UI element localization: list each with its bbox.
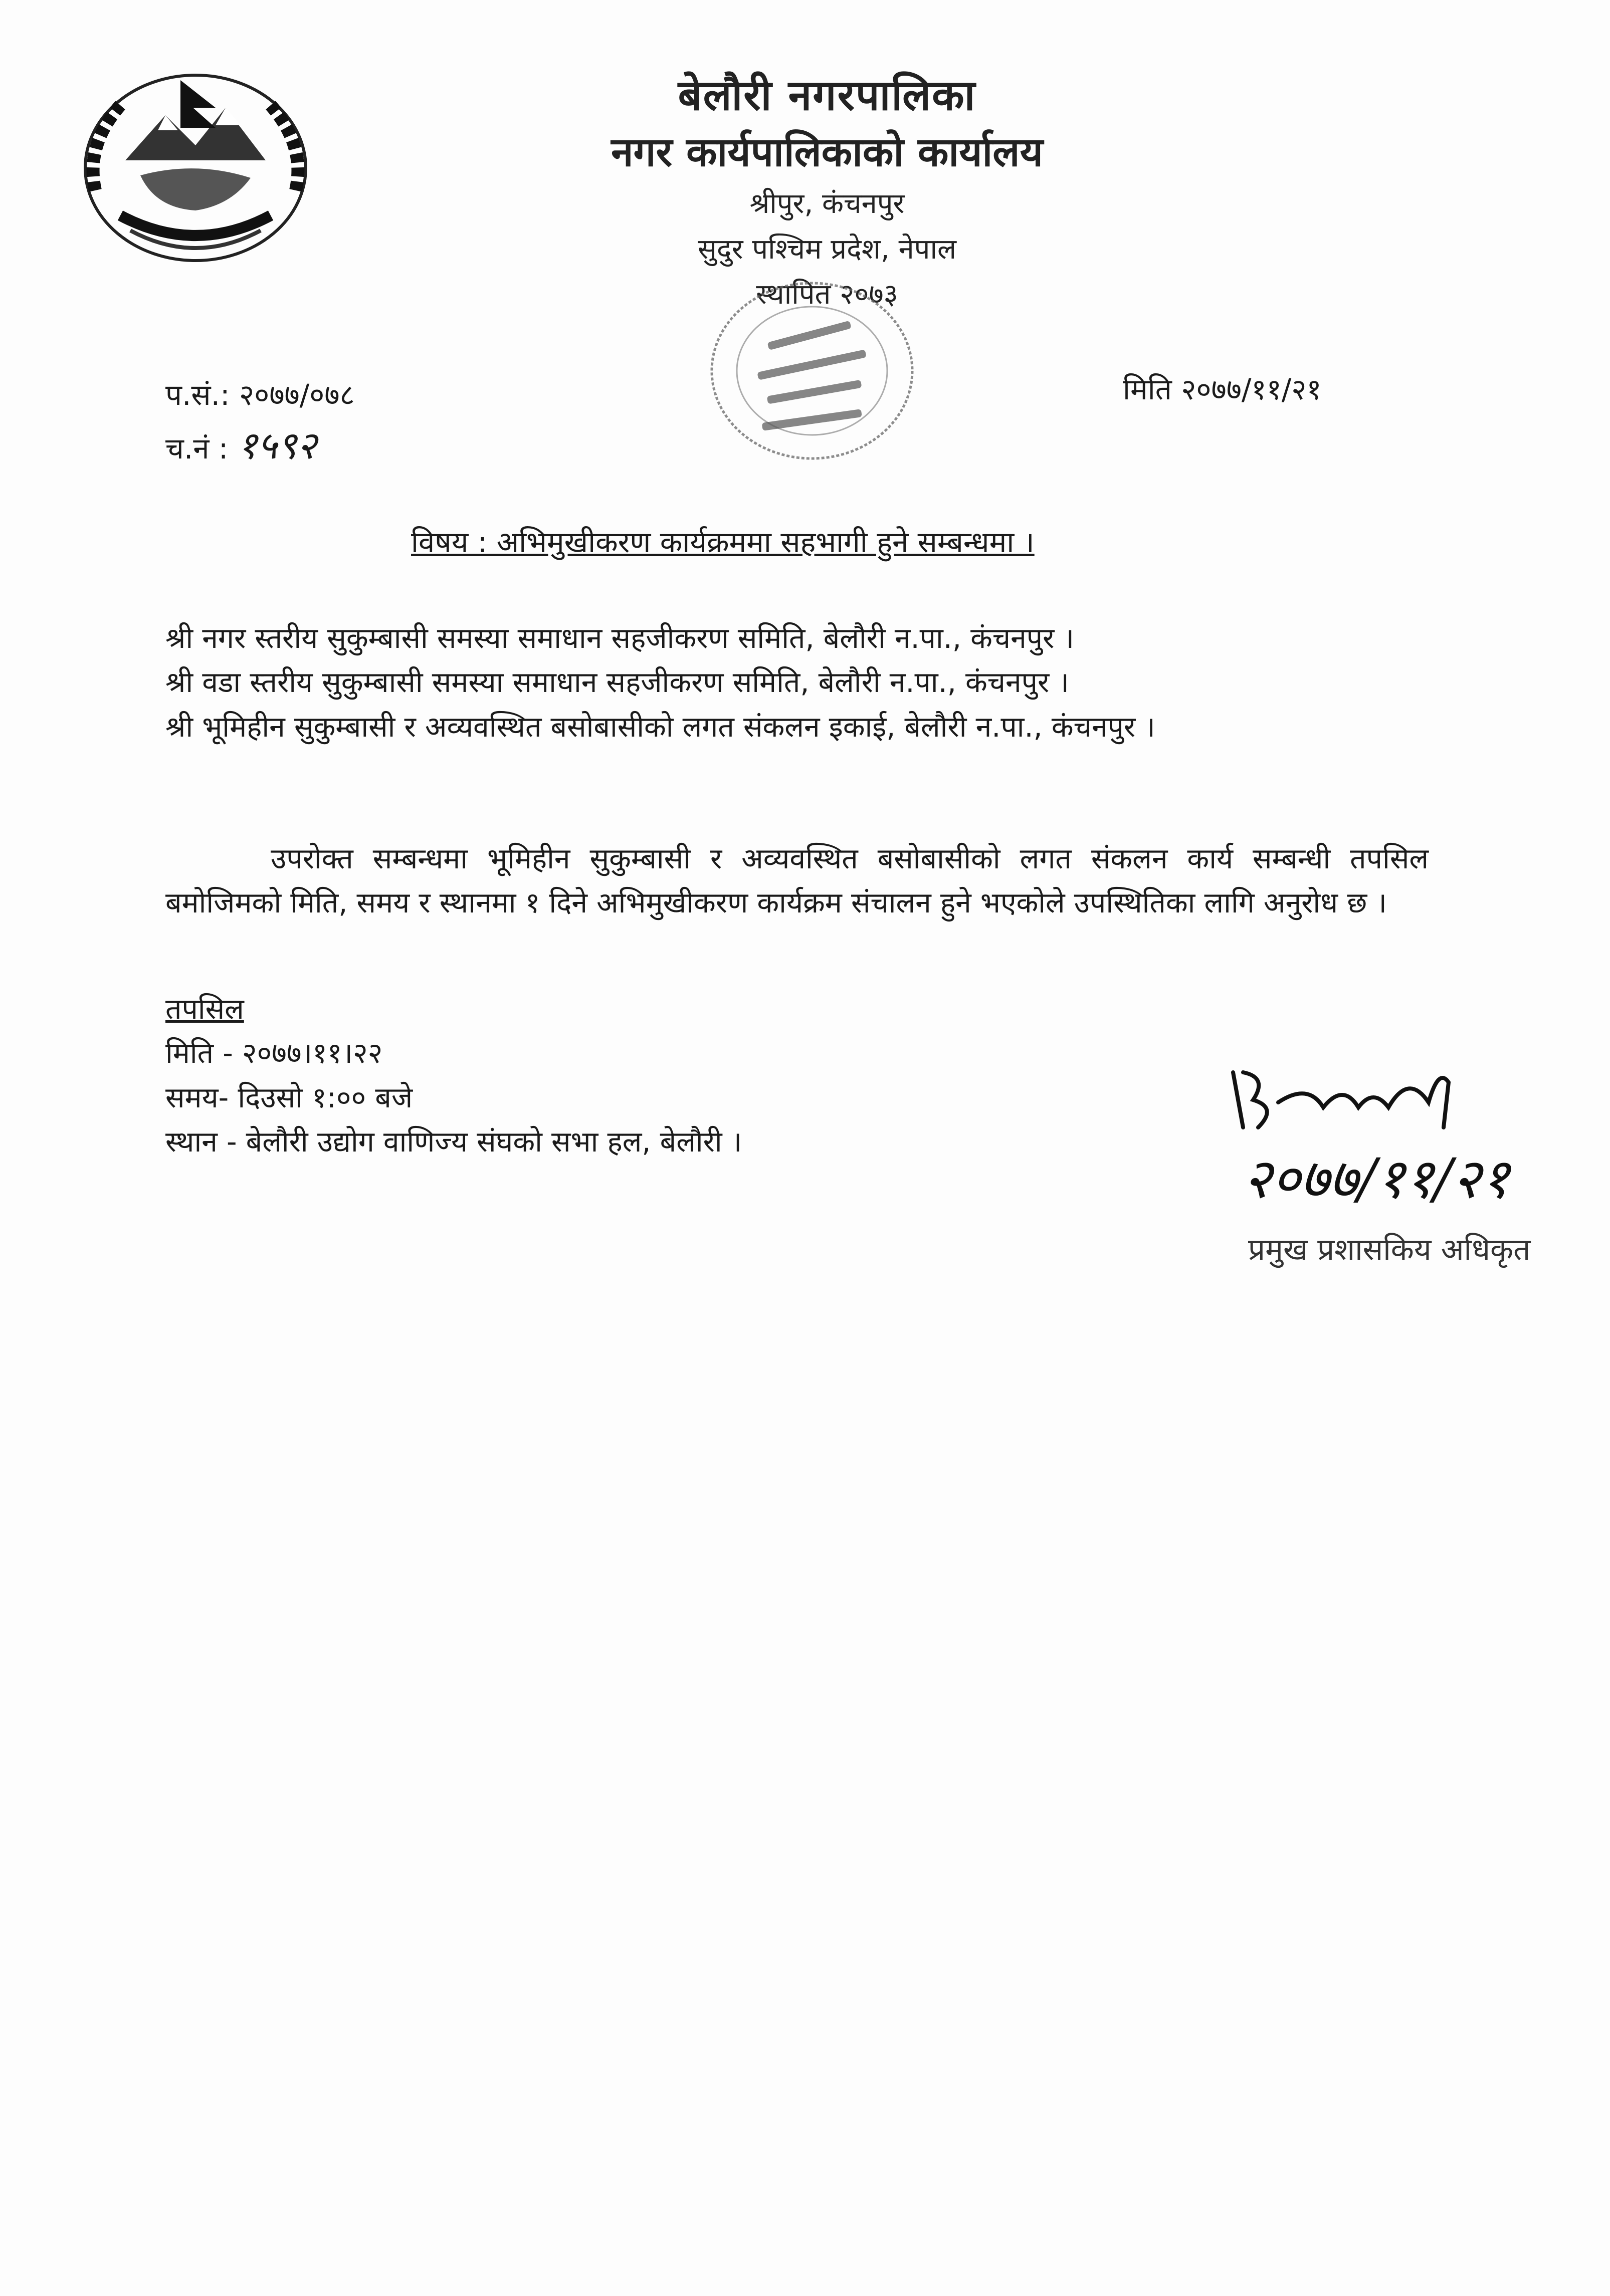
office-address: श्रीपुर, कंचनपुर xyxy=(749,187,905,220)
chalani-label: च.नं : xyxy=(165,431,229,466)
nepal-emblem-logo xyxy=(65,60,326,271)
established-year: स्थापित २०७३ xyxy=(756,278,898,311)
letter-date: मिति २०७७/११/२१ xyxy=(1123,372,1322,406)
schedule-title: तपसिल xyxy=(165,993,244,1026)
signature-date: २०७७/११/२१ xyxy=(1243,1146,1510,1211)
office-seal-stamp xyxy=(692,261,932,481)
office-name: नगर कार्यपालिकाको कार्यालय xyxy=(611,128,1043,175)
schedule-details xyxy=(165,987,742,1164)
recipient-item: श्री भूमिहीन सुकुम्बासी र अव्यवस्थित बसोबासीको लगत संकलन इकाई, बेलौरी न.पा., कंचनपुर । xyxy=(165,710,1155,744)
letter-subject: विषय : अभिमुखीकरण कार्यक्रममा सहभागी हुने सम्बन्धमा । xyxy=(411,525,1035,559)
schedule-place: स्थान - बेलौरी उद्योग वाणिज्य संघको सभा हल, बेलौरी । xyxy=(165,1125,742,1159)
chalani-number-row xyxy=(165,417,355,474)
letter-body: उपरोक्त सम्बन्धमा भूमिहीन सुकुम्बासी र अव्यवस्थित बसोबासीको लगत संकलन कार्य सम्बन्धी तपसिल बमोजिमको मिति, समय र स्थानमा १ दिने अभिमुखीकरण कार्यक्रम संचालन हुने भएकोले उपस्थितिका लागि अनुरोध छ । xyxy=(165,842,1429,920)
recipient-item: श्री नगर स्तरीय सुकुम्बासी समस्या समाधान सहजीकरण समिति, बेलौरी न.पा., कंचनपुर । xyxy=(165,622,1075,655)
schedule-time: समय- दिउसो १:०० बजे xyxy=(165,1081,413,1114)
chalani-number: १५९२ xyxy=(237,423,317,468)
handwritten-signature xyxy=(1223,1052,1574,1223)
patra-sankhya: प.सं.: २०७७/०७८ xyxy=(165,378,355,412)
municipality-name: बेलौरी नगरपालिका xyxy=(678,70,976,120)
recipient-item: श्री वडा स्तरीय सुकुम्बासी समस्या समाधान सहजीकरण समिति, बेलौरी न.पा., कंचनपुर । xyxy=(165,666,1070,700)
schedule-date: मिति - २०७७।११।२२ xyxy=(165,1037,383,1070)
recipients-list xyxy=(165,616,1469,749)
signatory-title: प्रमुख प्रशासकिय अधिकृत xyxy=(1248,1232,1531,1267)
reference-block xyxy=(165,373,355,474)
office-province: सुदुर पश्चिम प्रदेश, नेपाल xyxy=(698,233,956,266)
